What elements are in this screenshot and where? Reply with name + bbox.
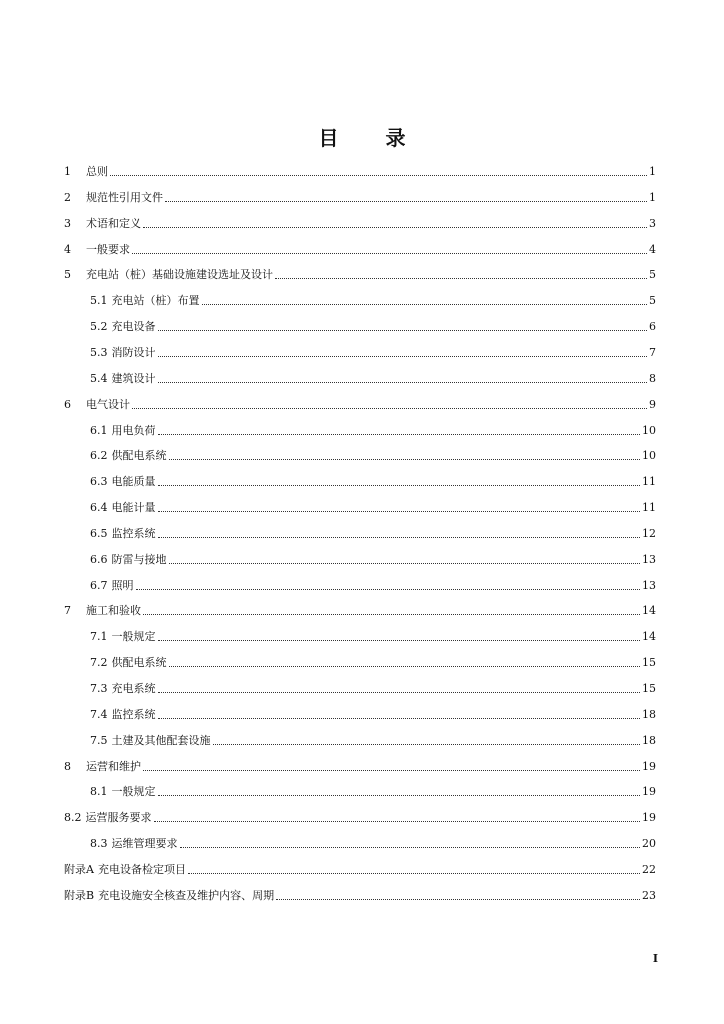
toc-leader-dots: [276, 899, 640, 900]
toc-entry-number: 7.5: [90, 733, 108, 747]
toc-entry-title: 运营和维护: [86, 759, 141, 773]
toc-leader-dots: [158, 537, 641, 538]
toc-entry-page: 14: [642, 604, 656, 618]
toc-leader-dots: [110, 175, 647, 176]
toc-entry[interactable]: [0, 469, 724, 489]
toc-entry-page: 9: [649, 397, 656, 411]
toc-entry[interactable]: [0, 340, 724, 360]
toc-entry[interactable]: [0, 598, 724, 618]
toc-leader-dots: [158, 511, 641, 512]
toc-leader-dots: [132, 253, 647, 254]
toc-leader-dots: [275, 278, 647, 279]
toc-entry[interactable]: [0, 547, 724, 567]
toc-leader-dots: [158, 330, 648, 331]
toc-entry-title: 土建及其他配套设施: [111, 733, 211, 747]
toc-entry-number: 3: [64, 216, 71, 230]
toc-leader-dots: [136, 589, 641, 590]
toc-entry-title: 充电站（桩）布置: [111, 294, 200, 308]
toc-leader-dots: [169, 666, 641, 667]
toc-entry-page: 5: [649, 294, 656, 308]
toc-entry[interactable]: [0, 288, 724, 308]
toc-entry[interactable]: [0, 159, 724, 179]
toc-entry-page: 22: [642, 862, 656, 876]
toc-entry-title: 充电设备检定项目: [97, 862, 186, 876]
toc-entry-number: 5.4: [90, 371, 108, 385]
toc-entry[interactable]: [0, 573, 724, 593]
toc-entry-page: 1: [649, 190, 656, 204]
toc-entry[interactable]: [0, 650, 724, 670]
toc-entry-number: 6.2: [90, 449, 108, 463]
toc-entry[interactable]: [0, 314, 724, 334]
toc-leader-dots: [154, 821, 641, 822]
toc-entry-number: 8.1: [90, 785, 108, 799]
toc-entry-title: 防雷与接地: [111, 552, 167, 566]
toc-entry-number: 6.4: [90, 501, 108, 515]
toc-entry-number: 6: [64, 397, 71, 411]
toc-leader-dots: [165, 201, 647, 202]
toc-entry[interactable]: [0, 728, 724, 748]
toc-leader-dots: [143, 770, 640, 771]
toc-leader-dots: [132, 408, 647, 409]
toc-entry-title: 运维管理要求: [111, 837, 178, 851]
toc-entry-number: 1: [64, 165, 71, 178]
toc-entry-number: 5.2: [90, 320, 108, 334]
toc-entry-page: 11: [642, 475, 656, 489]
toc-entry-title: 建筑设计: [111, 371, 156, 385]
toc-entry-number: 6.1: [90, 423, 108, 437]
toc-entry-title: 充电设施安全核查及维护内容、周期: [98, 888, 275, 902]
toc-entry-page: 19: [642, 785, 656, 799]
toc-entry[interactable]: [0, 443, 724, 463]
toc-entry-title: 用电负荷: [111, 423, 156, 437]
toc-entry-title: 电气设计: [86, 397, 130, 411]
toc-entry[interactable]: [0, 237, 724, 257]
toc-entry-page: 19: [642, 759, 656, 773]
toc-leader-dots: [158, 382, 648, 383]
toc-entry-number: 7.2: [90, 656, 108, 670]
toc-entry-title: 监控系统: [111, 526, 156, 540]
toc-entry-page: 3: [649, 216, 656, 230]
toc-leader-dots: [158, 356, 648, 357]
toc-entry[interactable]: [0, 676, 724, 696]
toc-entry-number: 7.1: [90, 630, 108, 644]
toc-entry[interactable]: [0, 883, 724, 903]
toc-entry[interactable]: [0, 392, 724, 412]
toc-leader-dots: [158, 434, 641, 435]
toc-entry[interactable]: [0, 857, 724, 877]
toc-entry[interactable]: [0, 262, 724, 282]
toc-entry-page: 10: [642, 423, 656, 437]
toc-entry-number: 6.3: [90, 475, 108, 489]
toc-entry-title: 供配电系统: [111, 449, 167, 463]
toc-entry-number: 5.1: [90, 294, 108, 308]
toc-entry-number: 8.2: [64, 811, 82, 825]
toc-entry-title: 充电设备: [111, 320, 156, 334]
toc-leader-dots: [169, 459, 641, 460]
toc-entry-title: 电能质量: [111, 475, 156, 489]
toc-entry[interactable]: [0, 521, 724, 541]
toc-entry-number: 7: [64, 604, 71, 618]
toc-entry-page: 13: [642, 552, 656, 566]
toc-entry-number: 6.6: [90, 552, 108, 566]
toc-entry[interactable]: [0, 185, 724, 205]
toc-leader-dots: [158, 795, 641, 796]
toc-entry-title: 规范性引用文件: [86, 190, 163, 204]
toc-entry-title: 充电系统: [111, 682, 156, 695]
toc-entry-title: 一般规定: [111, 785, 156, 799]
toc-entry-page: 18: [642, 733, 656, 747]
page-title: 目 录: [318, 126, 426, 150]
toc-leader-dots: [158, 692, 641, 693]
toc-leader-dots: [158, 640, 641, 641]
toc-entry-number: 5.3: [90, 345, 108, 359]
toc-leader-dots: [188, 873, 640, 874]
toc-entry-page: 23: [642, 888, 656, 902]
toc-entry-title: 总则: [86, 165, 108, 178]
toc-entry-title: 监控系统: [111, 707, 156, 721]
toc-leader-dots: [180, 847, 641, 848]
toc-entry-number: 6.5: [90, 526, 108, 540]
toc-entry-title: 运营服务要求: [85, 811, 152, 825]
toc-entry-number: 附录B: [64, 888, 95, 902]
toc-entry-page: 1: [649, 165, 656, 178]
toc-entry-page: 4: [649, 242, 656, 256]
toc-leader-dots: [169, 563, 641, 564]
toc-leader-dots: [143, 614, 640, 615]
toc-entry-page: 13: [642, 578, 656, 592]
toc-entry-page: 8: [649, 371, 656, 385]
toc-entry-number: 6.7: [90, 578, 108, 592]
toc-entry-title: 电能计量: [111, 501, 156, 515]
toc-entry-title: 照明: [111, 578, 134, 592]
toc-entry[interactable]: [0, 418, 724, 438]
toc-entry-number: 4: [64, 242, 71, 256]
toc-entry-title: 施工和验收: [86, 604, 141, 618]
toc-entry-number: 7.4: [90, 707, 108, 721]
toc-entry-title: 供配电系统: [111, 656, 167, 670]
toc-leader-dots: [158, 718, 641, 719]
toc-entry[interactable]: [0, 495, 724, 515]
toc-entry[interactable]: [0, 754, 724, 774]
toc-entry[interactable]: [0, 702, 724, 722]
toc-entry-page: 6: [649, 320, 656, 334]
toc-leader-dots: [158, 485, 641, 486]
toc-leader-dots: [202, 304, 648, 305]
toc-entry-title: 术语和定义: [86, 216, 141, 230]
toc-entry-page: 7: [649, 345, 656, 359]
toc-entry[interactable]: [0, 211, 724, 231]
toc-entry-title: 一般规定: [111, 630, 156, 644]
toc-entry-title: 充电站（桩）基础设施建设选址及设计: [86, 268, 273, 282]
toc-entry-page: 10: [642, 449, 656, 463]
toc-leader-dots: [143, 227, 647, 228]
toc-entry-page: 12: [642, 526, 656, 540]
toc-entry-page: 19: [642, 811, 656, 825]
toc-entry-page: 18: [642, 707, 656, 721]
toc-entry-number: 8: [64, 759, 71, 773]
toc-entry-number: 2: [64, 190, 71, 204]
toc-entry[interactable]: [0, 624, 724, 644]
footer-page-number: I: [652, 952, 658, 965]
toc-entry-number: 8.3: [90, 837, 108, 851]
toc-entry-page: 15: [642, 682, 656, 695]
toc-entry[interactable]: [0, 779, 724, 799]
toc-leader-dots: [213, 744, 641, 745]
toc-entry-title: 一般要求: [86, 242, 130, 256]
toc-entry-page: 20: [642, 837, 656, 851]
toc-entry-number: 5: [64, 268, 71, 282]
toc-entry-number: 7.3: [90, 682, 108, 695]
toc-entry[interactable]: [0, 805, 724, 825]
toc-entry-title: 消防设计: [111, 345, 156, 359]
toc-entry-page: 11: [642, 501, 656, 515]
toc-entry[interactable]: [0, 366, 724, 386]
toc-entry-page: 14: [642, 630, 656, 644]
toc-entry[interactable]: [0, 831, 724, 851]
toc-entry-number: 附录A: [64, 862, 94, 876]
toc-entry-page: 5: [649, 268, 656, 282]
toc-entry-page: 15: [642, 656, 656, 670]
